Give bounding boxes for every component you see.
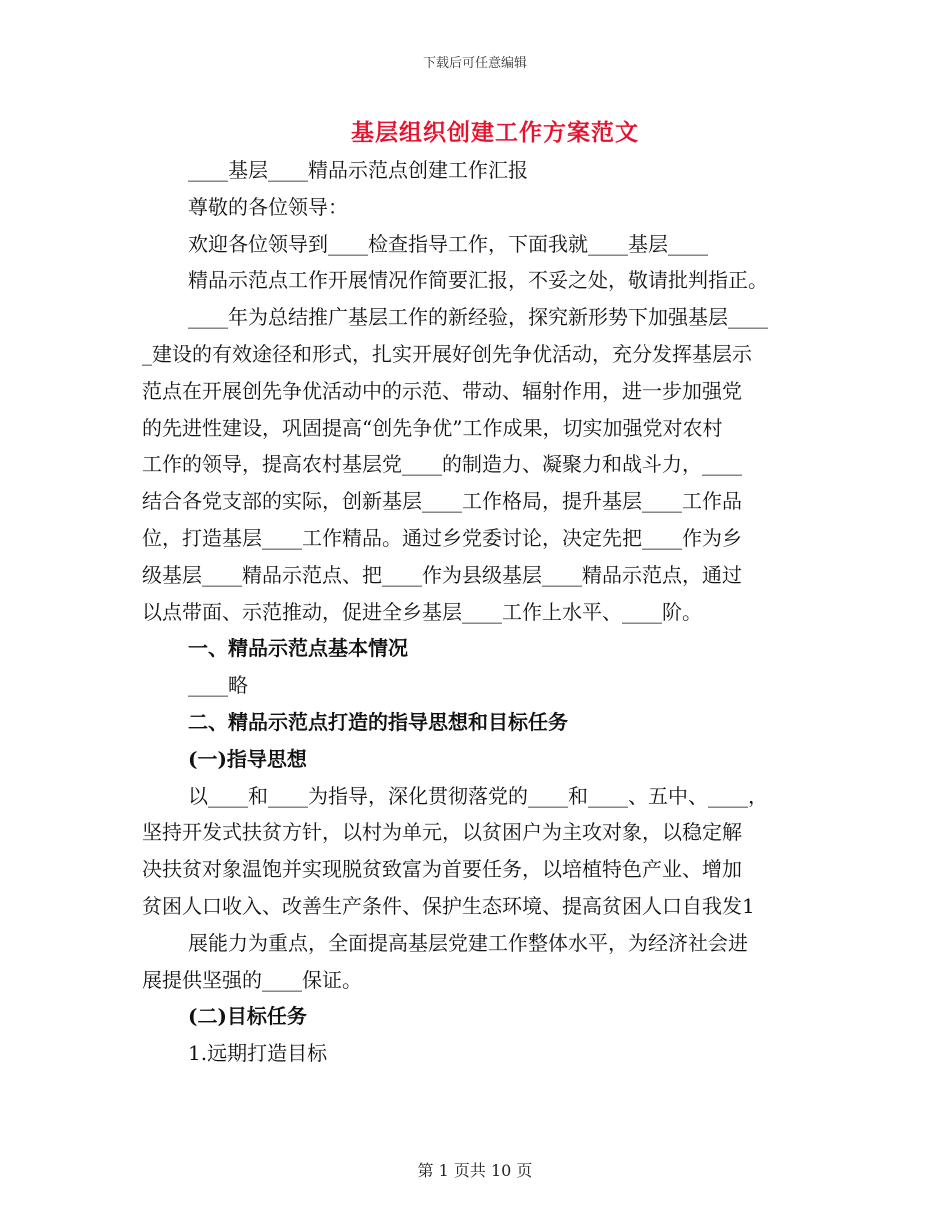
list-item: 1.远期打造目标 — [188, 1041, 328, 1066]
paragraph-line: 级基层____精品示范点、把____作为县级基层____精品示范点，通过 — [142, 562, 742, 587]
paragraph-line: 的先进性建设，巩固提高“创先争优”工作成果，切实加强党对农村 — [142, 415, 723, 440]
paragraph-line: 精品示范点工作开展情况作简要汇报，不妥之处，敬请批判指正。 — [188, 268, 768, 293]
paragraph-line: 以____和____为指导，深化贯彻落党的____和____、五中、____， — [188, 783, 768, 808]
paragraph-line: ____略 — [188, 673, 248, 698]
paragraph-line: 工作的领导，提高农村基层党____的制造力、凝聚力和战斗力，____ — [142, 452, 742, 477]
section-heading-1: 一、精品示范点基本情况 — [188, 636, 408, 661]
paragraph-line: _建设的有效途径和形式，扎实开展好创先争优活动，充分发挥基层示 — [142, 341, 752, 366]
page-header-note: 下载后可任意编辑 — [422, 56, 527, 71]
report-title-line: ____基层____精品示范点创建工作汇报 — [188, 158, 528, 182]
section-heading-2: 二、精品示范点打造的指导思想和目标任务 — [188, 709, 568, 734]
paragraph-line: 决扶贫对象温饱并实现脱贫致富为首要任务，以培植特色产业、增加 — [142, 857, 742, 882]
subsection-heading-1: (一)指导思想 — [188, 746, 307, 771]
paragraph-line: 以点带面、示范推动，促进全乡基层____工作上水平、____阶。 — [142, 599, 702, 624]
paragraph-line: 欢迎各位领导到____检查指导工作，下面我就____基层____ — [188, 231, 708, 256]
salutation: 尊敬的各位领导： — [188, 194, 348, 219]
paragraph-line: 展能力为重点，全面提高基层党建工作整体水平，为经济社会进 — [188, 930, 748, 955]
paragraph-line: 展提供坚强的____保证。 — [142, 967, 362, 992]
paragraph-line: 坚持开发式扶贫方针，以村为单元，以贫困户为主攻对象，以稳定解 — [142, 820, 742, 845]
paragraph-line: 结合各党支部的实际，创新基层____工作格局，提升基层____工作品 — [142, 489, 742, 514]
subsection-heading-2: (二)目标任务 — [188, 1004, 307, 1029]
paragraph-line: 位，打造基层____工作精品。通过乡党委讨论，决定先把____作为乡 — [142, 525, 742, 550]
paragraph-line: 范点在开展创先争优活动中的示范、带动、辐射作用，进一步加强党 — [142, 378, 742, 403]
page-footer: 第 1 页共 10 页 — [417, 1161, 533, 1180]
paragraph-line: 贫困人口收入、改善生产条件、保护生态环境、提高贫困人口自我发1 — [142, 893, 755, 918]
document-body — [142, 152, 812, 1072]
document-title: 基层组织创建工作方案范文 — [351, 119, 639, 146]
paragraph-line: ____年为总结推广基层工作的新经验，探究新形势下加强基层____ — [188, 305, 768, 330]
